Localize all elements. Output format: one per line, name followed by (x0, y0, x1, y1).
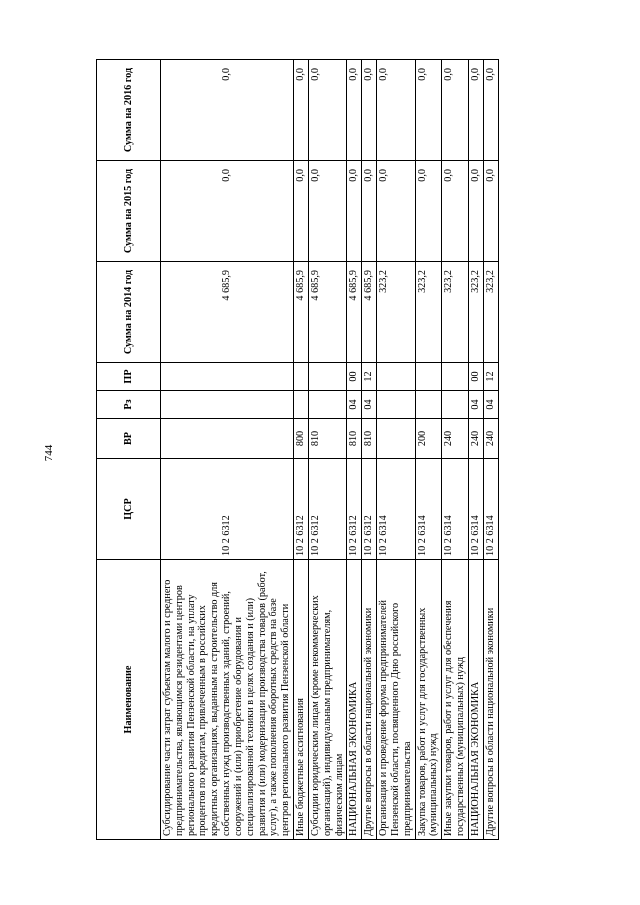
cell-sum-2016: 0,0 (161, 60, 294, 161)
cell-sum-2014: 4 685,9 (347, 262, 362, 363)
cell-pr (161, 363, 294, 391)
cell-rz (294, 391, 309, 419)
header-name: Наименование (97, 560, 161, 840)
cell-vr: 810 (362, 419, 377, 459)
rotated-table-container (96, 60, 531, 840)
cell-sum-2014: 4 685,9 (294, 262, 309, 363)
cell-sum-2016: 0,0 (294, 60, 309, 161)
table-row (308, 60, 346, 840)
cell-pr: 00 (347, 363, 362, 391)
cell-sum-2015: 0,0 (483, 161, 498, 262)
cell-sum-2016: 0,0 (308, 60, 346, 161)
cell-pr: 12 (362, 363, 377, 391)
cell-sum-2016: 0,0 (415, 60, 442, 161)
cell-csr: 10 2 6312 (294, 459, 309, 560)
cell-sum-2015: 0,0 (161, 161, 294, 262)
cell-csr: 10 2 6312 (161, 459, 294, 560)
cell-pr (377, 363, 415, 391)
cell-sum-2016: 0,0 (468, 60, 483, 161)
cell-sum-2014: 4 685,9 (362, 262, 377, 363)
cell-vr: 800 (294, 419, 309, 459)
table-row (483, 60, 498, 840)
table-row (415, 60, 442, 840)
cell-csr: 10 2 6314 (377, 459, 415, 560)
header-csr: ЦСР (97, 459, 161, 560)
cell-sum-2014: 4 685,9 (308, 262, 346, 363)
table-row (362, 60, 377, 840)
header-sum-2014: Сумма на 2014 год (97, 262, 161, 363)
header-sum-2016: Сумма на 2016 год (97, 60, 161, 161)
cell-name: Иные бюджетные ассигнования (294, 560, 309, 840)
cell-sum-2016: 0,0 (442, 60, 469, 161)
header-sum-2015: Сумма на 2015 год (97, 161, 161, 262)
table-header-row (97, 60, 161, 840)
cell-pr (308, 363, 346, 391)
cell-rz: 04 (483, 391, 498, 419)
cell-sum-2015: 0,0 (442, 161, 469, 262)
cell-vr (161, 419, 294, 459)
cell-sum-2014: 4 685,9 (161, 262, 294, 363)
cell-vr: 240 (442, 419, 469, 459)
cell-csr: 10 2 6314 (483, 459, 498, 560)
cell-name: Закупка товаров, работ и услуг для государственных (муниципальных) нужд (415, 560, 442, 840)
cell-name: Субсидирование части затрат субъектам малого и среднего предпринимательства, являющимся резидентами центров регионального развития Пензенской области, на уплату процентов по кредитам, привлеченным в российских кредитных организациях, выданным на строительство для собственных нужд производственных зданий, строений, сооружений и (или) приобретение оборудования и специализированной техники в целях создания и (или) развития и (или) модернизации производства товаров (работ, услуг), а также пополнения оборотных средств на базе центров регионального развития Пензенской области (161, 560, 294, 840)
cell-sum-2014: 323,2 (468, 262, 483, 363)
header-pr: ПР (97, 363, 161, 391)
cell-csr: 10 2 6314 (468, 459, 483, 560)
cell-sum-2015: 0,0 (308, 161, 346, 262)
header-vr: ВР (97, 419, 161, 459)
header-rz: Рз (97, 391, 161, 419)
cell-vr: 810 (308, 419, 346, 459)
table-row (468, 60, 483, 840)
cell-rz (377, 391, 415, 419)
cell-vr: 240 (468, 419, 483, 459)
cell-csr: 10 2 6314 (415, 459, 442, 560)
cell-rz (442, 391, 469, 419)
cell-sum-2016: 0,0 (483, 60, 498, 161)
table-row (294, 60, 309, 840)
cell-vr: 240 (483, 419, 498, 459)
cell-csr: 10 2 6312 (308, 459, 346, 560)
cell-sum-2014: 323,2 (415, 262, 442, 363)
cell-vr: 200 (415, 419, 442, 459)
cell-vr (377, 419, 415, 459)
cell-vr: 810 (347, 419, 362, 459)
cell-sum-2016: 0,0 (362, 60, 377, 161)
cell-sum-2014: 323,2 (442, 262, 469, 363)
table-row (442, 60, 469, 840)
table-body (161, 60, 499, 840)
cell-sum-2014: 323,2 (483, 262, 498, 363)
cell-sum-2015: 0,0 (468, 161, 483, 262)
cell-name: НАЦИОНАЛЬНАЯ ЭКОНОМИКА (347, 560, 362, 840)
cell-rz: 04 (468, 391, 483, 419)
cell-sum-2014: 323,2 (377, 262, 415, 363)
cell-rz (161, 391, 294, 419)
cell-pr (294, 363, 309, 391)
cell-pr (415, 363, 442, 391)
table-row (161, 60, 294, 840)
cell-sum-2016: 0,0 (347, 60, 362, 161)
cell-rz (308, 391, 346, 419)
cell-pr: 12 (483, 363, 498, 391)
cell-csr: 10 2 6312 (362, 459, 377, 560)
cell-name: Организация и проведение форума предпринимателей Пензенской области, посвященного Дню российского предпринимательства (377, 560, 415, 840)
cell-sum-2015: 0,0 (347, 161, 362, 262)
table-row (347, 60, 362, 840)
cell-name: Иные закупки товаров, работ и услуг для обеспечения государственных (муниципальных) нужд (442, 560, 469, 840)
budget-table (96, 59, 499, 840)
cell-rz: 04 (347, 391, 362, 419)
cell-sum-2015: 0,0 (362, 161, 377, 262)
cell-name: НАЦИОНАЛЬНАЯ ЭКОНОМИКА (468, 560, 483, 840)
cell-sum-2015: 0,0 (415, 161, 442, 262)
cell-csr: 10 2 6314 (442, 459, 469, 560)
cell-sum-2015: 0,0 (294, 161, 309, 262)
cell-name: Другие вопросы в области национальной экономики (483, 560, 498, 840)
cell-csr: 10 2 6312 (347, 459, 362, 560)
cell-sum-2015: 0,0 (377, 161, 415, 262)
cell-rz: 04 (362, 391, 377, 419)
page-number: 744 (43, 444, 55, 462)
table-row (377, 60, 415, 840)
cell-pr (442, 363, 469, 391)
cell-pr: 00 (468, 363, 483, 391)
cell-rz (415, 391, 442, 419)
cell-sum-2016: 0,0 (377, 60, 415, 161)
cell-name: Субсидии юридическим лицам (кроме некоммерческих организаций), индивидуальным предпринимателям, физическим лицам (308, 560, 346, 840)
cell-name: Другие вопросы в области национальной экономики (362, 560, 377, 840)
